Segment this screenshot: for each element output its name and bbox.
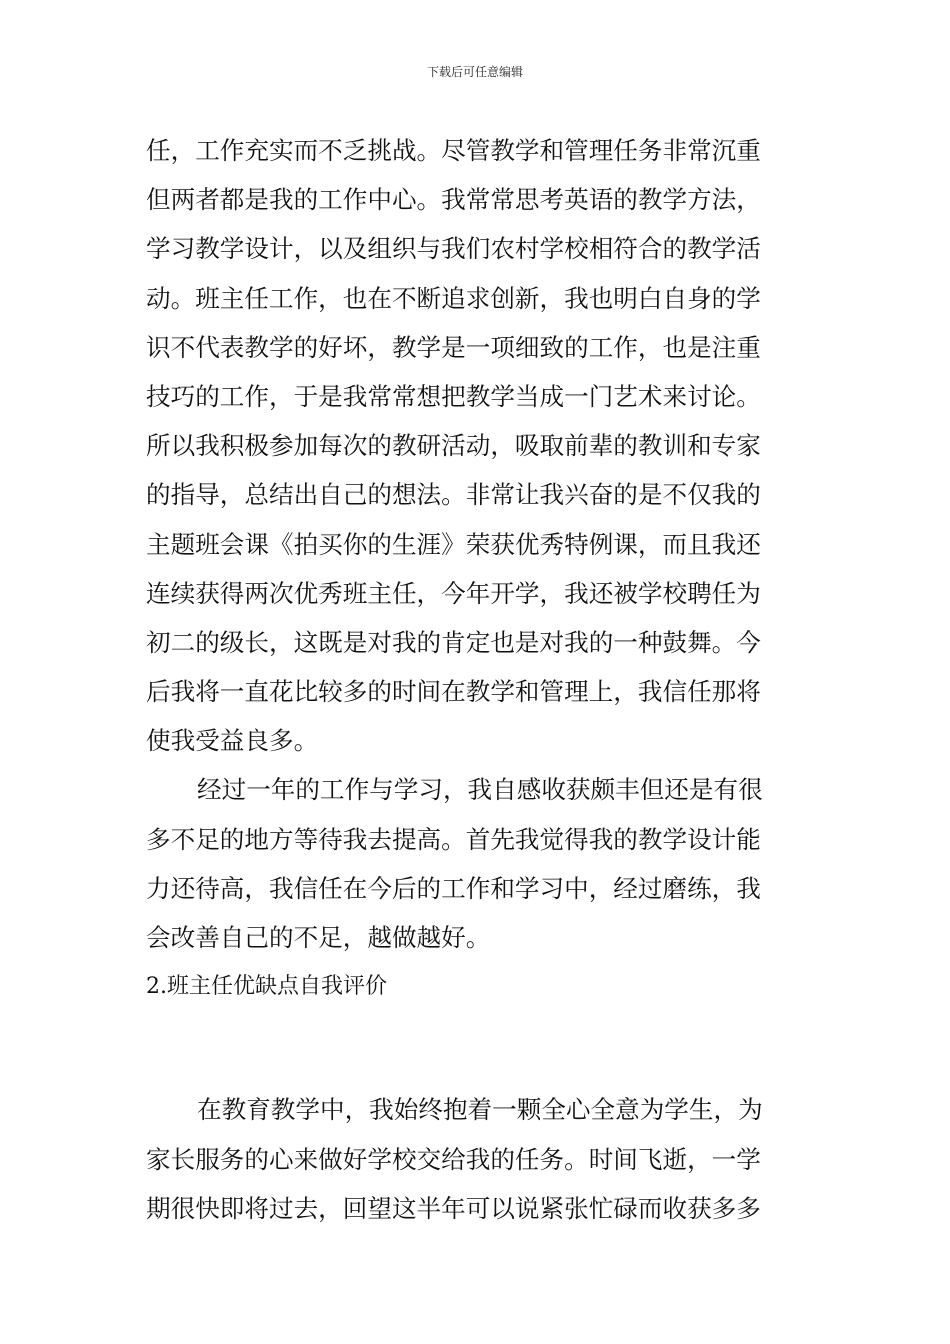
paragraph-line: 的指导，总结出自己的想法。非常让我兴奋的是不仅我的 [146,480,761,510]
paragraph-line: 在教育教学中，我始终抱着一颗全心全意为学生，为 [197,1095,763,1125]
paragraph-line: 经过一年的工作与学习，我自感收获颇丰但还是有很 [197,775,763,805]
paragraph-line: 连续获得两次优秀班主任，今年开学，我还被学校聘任为 [146,578,761,608]
paragraph-line: 初二的级长，这既是对我的肯定也是对我的一种鼓舞。今 [146,627,761,657]
paragraph-line: 会改善自己的不足，越做越好。 [146,923,491,952]
paragraph-line: 多不足的地方等待我去提高。首先我觉得我的教学设计能 [146,824,761,854]
document-body [146,126,806,1233]
paragraph-line: 使我受益良多。 [146,726,319,756]
paragraph-line: 主题班会课《拍买你的生涯》荣获优秀特例课，而且我还 [146,529,761,559]
paragraph-line: 识不代表教学的好坏，教学是一项细致的工作，也是注重 [146,332,761,362]
paragraph-line: 学习教学设计，以及组织与我们农村学校相符合的教学活 [146,234,761,264]
blank-spacer [146,1011,806,1085]
paragraph-line: 后我将一直花比较多的时间在教学和管理上，我信任那将 [146,677,761,707]
paragraph-line: 但两者都是我的工作中心。我常常思考英语的教学方法， [146,185,761,215]
paragraph-line: 期很快即将过去，回望这半年可以说紧张忙碌而收获多多 [146,1193,761,1223]
section-heading: 2.班主任优缺点自我评价 [146,974,387,1000]
paragraph-line: 家长服务的心来做好学校交给我的任务。时间飞逝，一学 [146,1144,761,1174]
paragraph-line: 任，工作充实而不乏挑战。尽管教学和管理任务非常沉重 [146,136,761,165]
page-header: 下载后可任意编辑 [426,65,523,79]
paragraph-line: 所以我积极参加每次的教研活动，吸取前辈的教训和专家 [146,431,761,461]
paragraph-line: 动。班主任工作，也在不断追求创新，我也明白自身的学 [146,283,761,313]
paragraph-line: 力还待高，我信任在今后的工作和学习中，经过磨练，我 [146,873,761,903]
paragraph-line: 技巧的工作，于是我常常想把教学当成一门艺术来讨论。 [146,381,761,411]
